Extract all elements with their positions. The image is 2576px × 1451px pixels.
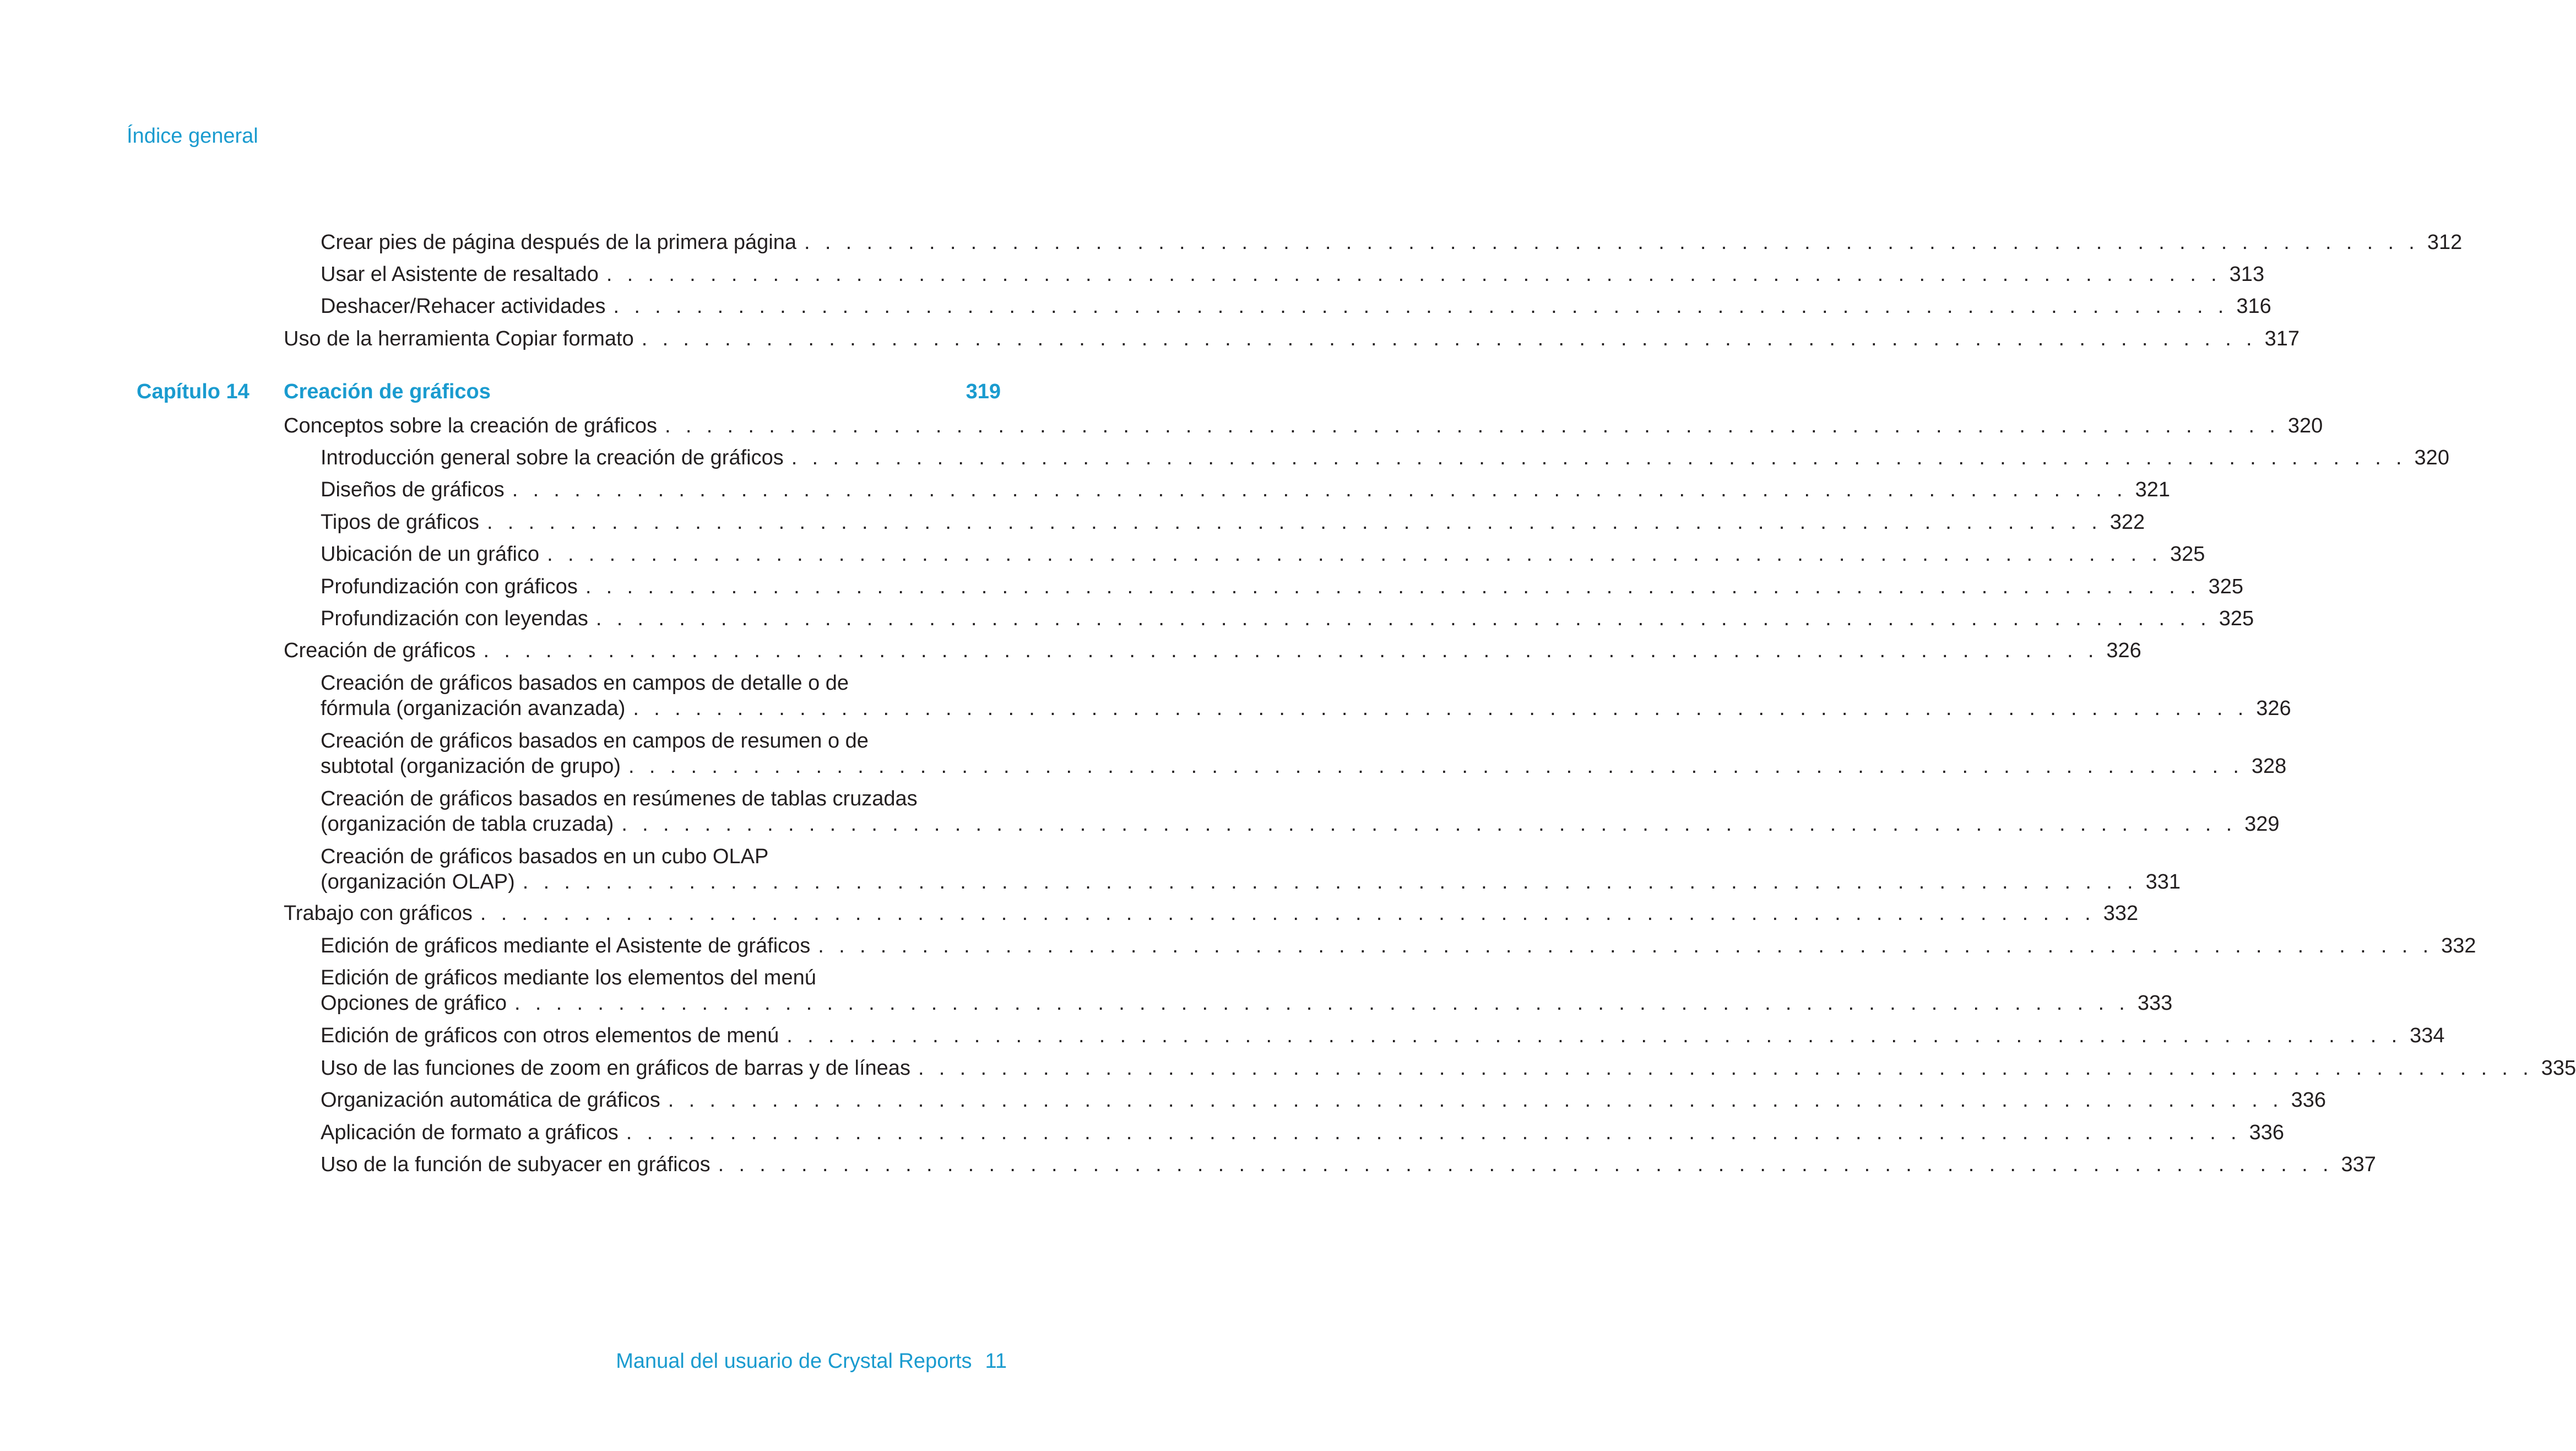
toc-entry-page: 321 [2135,478,2170,501]
toc-entry[interactable] [321,477,2170,502]
toc-entry-page: 317 [2264,327,2300,350]
toc-entry[interactable] [321,670,2291,721]
toc-entry-title: Aplicación de formato a gráficos [321,1121,619,1144]
toc-entry-title: Crear pies de página después de la primera página [321,231,796,254]
toc-entry[interactable] [321,542,2205,567]
toc-entry-page: 329 [2244,813,2280,836]
toc-entry-page: 326 [2106,639,2141,662]
toc-entry-page: 336 [2291,1089,2326,1112]
toc-entry-title: Trabajo con gráficos [284,902,473,925]
dot-leader: . . . . . . . . . . . . . . . . . . . . . . . . . . . . . . . . . . . . . . . . . . . . . . . . . . . . . . . . . . . . . . . . . . . . . . . . . . . . . . [633,697,2248,720]
toc-entry-title: Deshacer/Rehacer actividades [321,295,606,318]
toc-entry[interactable] [321,786,2280,837]
dot-leader: . . . . . . . . . . . . . . . . . . . . . . . . . . . . . . . . . . . . . . . . . . . . . . . . . . . . . . . . . . . . . . . . . . . . . . . . . . . . . . [665,414,2280,437]
toc-entry[interactable] [284,638,2141,663]
dot-leader: . . . . . . . . . . . . . . . . . . . . . . . . . . . . . . . . . . . . . . . . . . . . . . . . . . . . . . . . . . . . . . . . . . . . . . . . . . . . . . [918,1057,2534,1080]
toc-entry-title: Usar el Asistente de resaltado [321,263,599,286]
dot-leader: . . . . . . . . . . . . . . . . . . . . . . . . . . . . . . . . . . . . . . . . . . . . . . . . . . . . . . . . . . . . . . . . . . . . . . . . . . . . . . [668,1089,2284,1112]
dot-leader: . . . . . . . . . . . . . . . . . . . . . . . . . . . . . . . . . . . . . . . . . . . . . . . . . . . . . . . . . . . . . . . . . . . . . . . . . . . . . . [514,992,2130,1015]
toc-entry-title: Tipos de gráficos [321,511,479,534]
toc-entry-title: Uso de la herramienta Copiar formato [284,327,634,350]
toc-entry-page: 325 [2170,543,2205,566]
dot-leader: . . . . . . . . . . . . . . . . . . . . . . . . . . . . . . . . . . . . . . . . . . . . . . . . . . . . . . . . . . . . . . . . . . . . . . . . . . . . . . [606,263,2222,286]
toc-entry-page: 337 [2341,1153,2376,1176]
dot-leader: . . . . . . . . . . . . . . . . . . . . . . . . . . . . . . . . . . . . . . . . . . . . . . . . . . . . . . . . . . . . . . . . . . . . . . . . . . . . . . [522,870,2138,894]
dot-leader: . . . . . . . . . . . . . . . . . . . . . . . . . . . . . . . . . . . . . . . . . . . . . . . . . . . . . . . . . . . . . . . . . . . . . . . . . . . . . . [480,902,2096,925]
toc-entry[interactable] [321,606,2254,631]
toc-entry[interactable] [321,844,2181,895]
toc-entry-title: Ubicación de un gráfico [321,543,540,566]
dot-leader: . . . . . . . . . . . . . . . . . . . . . . . . . . . . . . . . . . . . . . . . . . . . . . . . . . . . . . . . . . . . . . . . . . . . . . . . . . . . . . [547,543,2162,566]
toc-entry-page: 322 [2109,511,2145,534]
toc-entry-title-line1: Creación de gráficos basados en resúmenes de tablas cruzadas [321,787,918,810]
toc-entry-title: Profundización con leyendas [321,607,588,630]
toc-entry[interactable] [321,262,2265,287]
dot-leader: . . . . . . . . . . . . . . . . . . . . . . . . . . . . . . . . . . . . . . . . . . . . . . . . . . . . . . . . . . . . . . . . . . . . . . . . . . . . . . [818,934,2433,957]
toc-entry[interactable] [321,510,2145,535]
toc-entry-page: 336 [2249,1121,2284,1144]
toc-entry[interactable] [321,1055,2576,1081]
footer-manual-title: Manual del usuario de Crystal Reports [616,1350,972,1373]
dot-leader: . . . . . . . . . . . . . . . . . . . . . . . . . . . . . . . . . . . . . . . . . . . . . . . . . . . . . . . . . . . . . . . . . . . . . . . . . . . . . . [613,295,2228,318]
dot-leader: . . . . . . . . . . . . . . . . . . . . . . . . . . . . . . . . . . . . . . . . . . . . . . . . . . . . . . . . . . . . . . . . . . . . . . . . . . . . . . [641,327,2257,350]
toc-entry[interactable] [321,1023,2445,1048]
toc-entry[interactable] [321,933,2476,959]
chapter-page: 319 [966,380,1001,403]
dot-leader: . . . . . . . . . . . . . . . . . . . . . . . . . . . . . . . . . . . . . . . . . . . . . . . . . . . . . . . . . . . . . . . . . . . . . . . . . . . . . . [626,1121,2241,1144]
toc-entry-page: 332 [2441,934,2476,957]
toc-entry-page: 333 [2137,992,2173,1015]
toc-entry-title-line1: Creación de gráficos basados en un cubo OLAP [321,845,769,868]
dot-leader: . . . . . . . . . . . . . . . . . . . . . . . . . . . . . . . . . . . . . . . . . . . . . . . . . . . . . . . . . . . . . . . . . . . . . . . . . . . . . . [787,1024,2402,1047]
toc-entry-page: 325 [2208,575,2244,598]
toc-entry-title-line1: Creación de gráficos basados en campos de resumen o de [321,729,869,752]
toc-entry-page: 332 [2103,902,2139,925]
dot-leader: . . . . . . . . . . . . . . . . . . . . . . . . . . . . . . . . . . . . . . . . . . . . . . . . . . . . . . . . . . . . . . . . . . . . . . . . . . . . . . [791,446,2406,469]
page-footer [616,1349,1007,1374]
toc-entry-title: Edición de gráficos mediante el Asistente de gráficos [321,934,811,957]
footer-page-number: 11 [985,1350,1007,1373]
dot-leader: . . . . . . . . . . . . . . . . . . . . . . . . . . . . . . . . . . . . . . . . . . . . . . . . . . . . . . . . . . . . . . . . . . . . . . . . . . . . . . [804,231,2420,254]
toc-entry-title: fórmula (organización avanzada) [321,697,626,720]
toc-entry-title: Uso de la función de subyacer en gráficos [321,1153,711,1176]
toc-entry-title: Edición de gráficos con otros elementos de menú [321,1024,779,1047]
toc-entry-page: 313 [2229,263,2265,286]
toc-entry-page: 331 [2145,870,2181,894]
toc-entry-title: Uso de las funciones de zoom en gráficos de barras y de líneas [321,1057,910,1080]
dot-leader: . . . . . . . . . . . . . . . . . . . . . . . . . . . . . . . . . . . . . . . . . . . . . . . . . . . . . . . . . . . . . . . . . . . . . . . . . . . . . . [483,639,2098,662]
toc-entry-page: 334 [2410,1024,2445,1047]
running-header: Índice general [127,124,258,148]
toc-entry-title: Diseños de gráficos [321,478,505,501]
chapter-title: Creación de gráficos [284,380,491,403]
dot-leader: . . . . . . . . . . . . . . . . . . . . . . . . . . . . . . . . . . . . . . . . . . . . . . . . . . . . . . . . . . . . . . . . . . . . . . . . . . . . . . [621,813,2237,836]
toc-entry-title: (organización de tabla cruzada) [321,813,614,836]
toc-entry-title: Organización automática de gráficos [321,1089,660,1112]
toc-entry-page: 328 [2251,755,2287,778]
toc-entry-title: Opciones de gráfico [321,992,507,1015]
toc-entry[interactable] [321,1087,2326,1113]
dot-leader: . . . . . . . . . . . . . . . . . . . . . . . . . . . . . . . . . . . . . . . . . . . . . . . . . . . . . . . . . . . . . . . . . . . . . . . . . . . . . . [512,478,2127,501]
toc-entry-title-line1: Edición de gráficos mediante los elementos del menú [321,966,816,989]
toc-entry-title: Creación de gráficos [284,639,476,662]
toc-entry-page: 335 [2541,1057,2576,1080]
toc-entry-title: subtotal (organización de grupo) [321,755,621,778]
toc-entry-title: Conceptos sobre la creación de gráficos [284,414,658,437]
toc-entry[interactable] [321,445,2449,470]
toc-entry[interactable] [321,574,2244,599]
chapter-label: Capítulo 14 [137,380,250,403]
toc-entry[interactable] [284,326,2300,351]
toc-entry[interactable] [321,294,2271,319]
dot-leader: . . . . . . . . . . . . . . . . . . . . . . . . . . . . . . . . . . . . . . . . . . . . . . . . . . . . . . . . . . . . . . . . . . . . . . . . . . . . . . [718,1153,2333,1176]
toc-entry[interactable] [321,1120,2284,1145]
toc-entry-title-line1: Creación de gráficos basados en campos de detalle o de [321,672,849,695]
dot-leader: . . . . . . . . . . . . . . . . . . . . . . . . . . . . . . . . . . . . . . . . . . . . . . . . . . . . . . . . . . . . . . . . . . . . . . . . . . . . . . [585,575,2201,598]
toc-entry-page: 320 [2414,446,2449,469]
toc-entry[interactable] [321,728,2287,779]
toc-entry-title: Profundización con gráficos [321,575,578,598]
toc-entry[interactable] [321,230,2463,255]
toc-entry-page: 325 [2219,607,2254,630]
toc-entry-title: (organización OLAP) [321,870,515,894]
toc-entry-page: 320 [2287,414,2323,437]
dot-leader: . . . . . . . . . . . . . . . . . . . . . . . . . . . . . . . . . . . . . . . . . . . . . . . . . . . . . . . . . . . . . . . . . . . . . . . . . . . . . . [595,607,2211,630]
dot-leader: . . . . . . . . . . . . . . . . . . . . . . . . . . . . . . . . . . . . . . . . . . . . . . . . . . . . . . . . . . . . . . . . . . . . . . . . . . . . . . [628,755,2244,778]
toc-entry[interactable] [321,965,2173,1016]
toc-entry[interactable] [284,413,2323,438]
toc-entry-page: 312 [2427,231,2463,254]
toc-entry[interactable] [284,901,2139,926]
toc-entry-page: 326 [2256,697,2291,720]
toc-entry-title: Introducción general sobre la creación de gráficos [321,446,784,469]
toc-entry-page: 316 [2236,295,2271,318]
toc-entry[interactable] [321,1152,2376,1177]
dot-leader: . . . . . . . . . . . . . . . . . . . . . . . . . . . . . . . . . . . . . . . . . . . . . . . . . . . . . . . . . . . . . . . . . . . . . . . . . . . . . . [486,511,2102,534]
